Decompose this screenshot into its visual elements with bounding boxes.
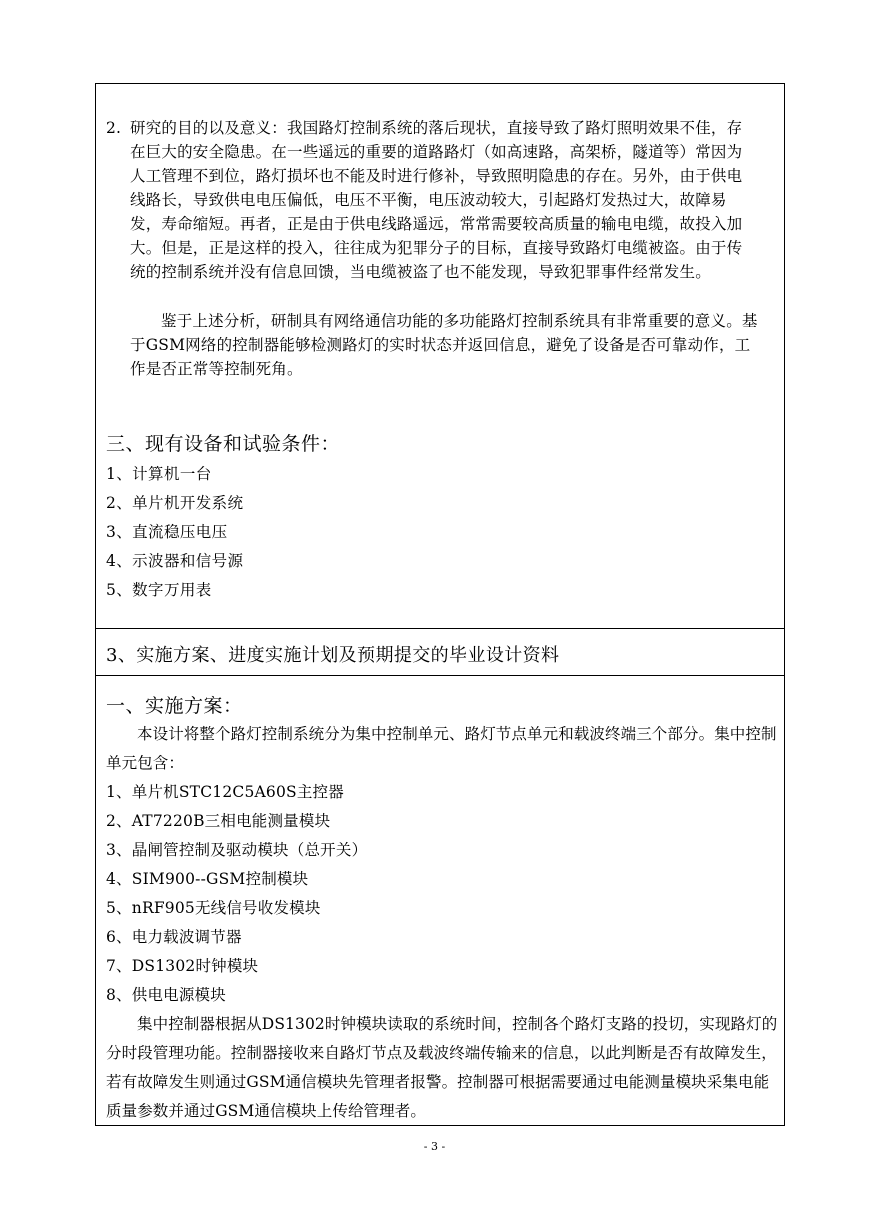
page-number: - 3 - (423, 1140, 446, 1153)
list-item: 6、电力载波调节器 (106, 928, 242, 946)
module-list (106, 778, 367, 1010)
content-table (95, 83, 785, 1126)
section-title: 3、实施方案、进度实施计划及预期提交的毕业设计资料 (106, 645, 560, 666)
list-item: 5、nRF905无线信号收发模块 (106, 899, 321, 917)
table-divider (96, 675, 784, 676)
equipment-heading: 三、现有设备和试验条件： (106, 433, 341, 455)
list-item: 5、数字万用表 (106, 581, 212, 599)
equipment-list (106, 460, 243, 605)
list-item: 3、直流稳压电压 (106, 523, 228, 541)
research-purpose-text: 研究的目的以及意义：我国路灯控制系统的落后现状，直接导致了路灯照明效果不佳，存在巨大的安全隐患。在一些遥远的重要的道路路灯（如高速路，高架桥，隧道等）常因为人工管理不到位，路灯损坏也不能及时进行修补，导致照明隐患的存在。另外，由于供电线路长，导致供电电压偏低，电压不平衡，电压波动较大，引起路灯发热过大，故障易发，寿命缩短。再者，正是由于供电线路遥远，常常需要较高质量的输电电缆，故投入加大。但是，正是这样的投入，往往成为犯罪分子的目标，直接导致路灯电缆被盗。由于传统的控制系统并没有信息回馈，当电缆被盗了也不能发现，导致犯罪事件经常发生。 (130, 119, 743, 281)
list-item: 7、DS1302时钟模块 (106, 957, 259, 975)
list-item: 4、SIM900--GSM控制模块 (106, 870, 309, 888)
list-item: 1、单片机STC12C5A60S主控器 (106, 783, 344, 801)
research-purpose-paragraph (106, 116, 756, 284)
plan-intro: 本设计将整个路灯控制系统分为集中控制单元、路灯节点单元和载波终端三个部分。集中控制单元包含： (106, 725, 777, 772)
item-number: 2. (106, 119, 122, 137)
list-item: 8、供电电源模块 (106, 986, 226, 1004)
plan-heading: 一、实施方案： (106, 695, 243, 717)
conclusion-paragraph: 鉴于上述分析，研制具有网络通信功能的多功能路灯控制系统具有非常重要的意义。基于GSM网络的控制器能够检测路灯的实时状态并返回信息，避免了设备是否可靠动作，工作是否正常等控制死角。 (130, 312, 758, 378)
controller-description: 集中控制器根据从DS1302时钟模块读取的系统时间，控制各个路灯支路的投切，实现路灯的分时段管理功能。控制器接收来自路灯节点及载波终端传输来的信息，以此判断是否有故障发生，若有故障发生则通过GSM通信模块先管理者报警。控制器可根据需要通过电能测量模块采集电能质量参数并通过GSM通信模块上传给管理者。 (106, 1015, 778, 1120)
list-item: 4、示波器和信号源 (106, 552, 244, 570)
list-item: 2、单片机开发系统 (106, 494, 244, 512)
list-item: 1、计算机一台 (106, 465, 212, 483)
table-divider (96, 628, 784, 629)
list-item: 2、AT7220B三相电能测量模块 (106, 812, 331, 830)
list-item: 3、晶闸管控制及驱动模块（总开关） (106, 841, 368, 859)
